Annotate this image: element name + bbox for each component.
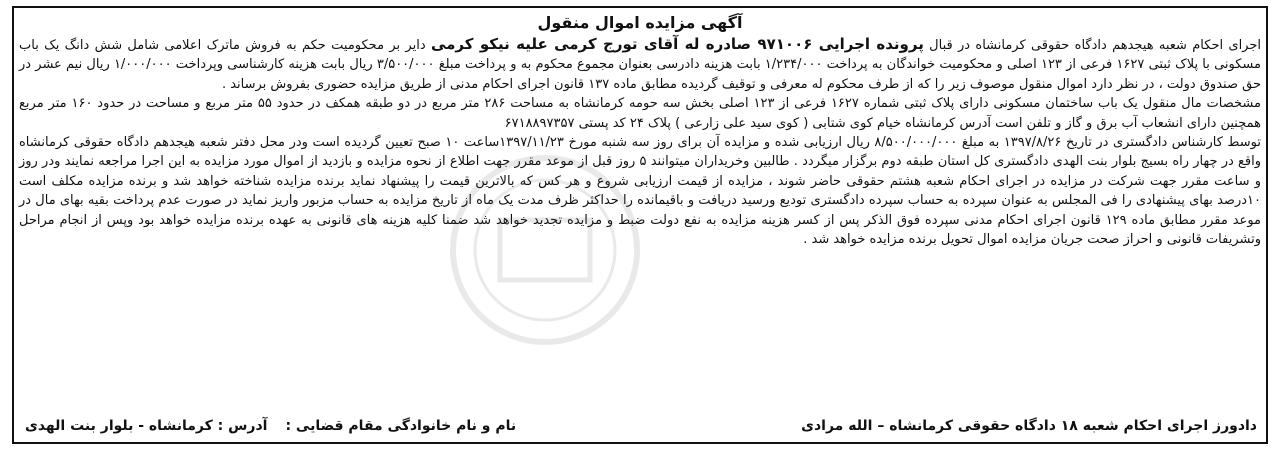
paragraph-property-specs: مشخصات مال منقول یک باب ساختمان مسکونی دارای پلاک ثبتی شماره ۱۶۲۷ فرعی از ۱۲۳ اصلی بخش سه حومه کرمانشاه به مساحت ۲۸۶ متر مربع در دو طبقه همکف در حدود ۵۵ متر مربع و مساحت در حدود ۱۶۰ متر مربع همچنین دارای انشعاب آب برق و گاز و تلفن است آدرس کرمانشاه خیام کوی شتابی ( کوی سید علی زارعی ) پلاک ۲۴ کد پستی ۶۷۱۸۸۹۷۳۵۷ <box>19 96 1261 131</box>
notice-title: آگهی مزایده اموال منقول <box>537 13 743 32</box>
signature-row <box>19 416 1261 436</box>
signature-left-group <box>19 416 516 436</box>
case-lead: اجرای احکام شعبه هیجدهم دادگاه حقوقی کرمانشاه در قبال <box>929 38 1262 53</box>
case-number: پرونده اجرایی ۹۷۱۰۰۶ صادره له آقای تورج کرمی علیه نیکو کرمی <box>430 35 924 53</box>
paragraph-case <box>19 35 1261 94</box>
court-address: آدرس : کرمانشاه - بلوار بنت الهدی <box>25 418 268 434</box>
judge-name-caption: نام و نام خانوادگی مقام قضایی : <box>285 418 517 434</box>
case-description: دایر بر محکومیت حکم به فروش ماترک اعلامی شامل شش دانگ یک باب مسکونی با پلاک ثبتی ۱۶۲۷ فرعی از ۱۲۳ اصلی و محکومیت خواندگان به پرداخت ۱/۲۳۴/۰۰۰ بابت هزینه دادرسی بعنوان مجموع محکوم به و پرداخت مبلغ ۳/۵۰۰/۰۰۰ ریال بابت هزینه کارشناسی وپرداخت ۱/۰۰۰/۰۰۰ ریال نیم عشر در حق صندوق دولت ، در نظر دارد اموال منقول موصوف زیر را که از طرف محکوم له معرفی و توقیف گردیده مطابق ماده ۱۳۷ قانون اجرای احکام مدنی از طریق مزایده حضوری بفروش برساند . <box>19 38 1261 92</box>
paragraph-auction-terms: توسط کارشناس دادگستری در تاریخ ۱۳۹۷/۸/۲۶ به مبلغ ۸/۵۰۰/۰۰۰/۰۰۰ ریال ارزیابی شده و مزایده آن برای روز سه شنبه مورخ ۱۳۹۷/۱۱/۲۳ساعت ۱۰ صبح تعیین گردیده است ودر محل دفتر شعبه هیجدهم دادگاه حقوقی کرمانشاه واقع در چهار راه بسیج بلوار بنت الهدی دادگستری کل استان طبقه دوم برگزار میگردد . طالبین وخریداران میتوانند ۵ روز قبل از موعد مقرر جهت اطلاع از نحوه مزایده و بازدید از اموال مورد مزایده به این اجرا مراجعه نمایند ودر روز و ساعت مقرر جهت شرکت در مزایده در اجرای احکام شعبه هشتم حقوقی حاضر شوند ، مزایده از قیمت ارزیابی شروع و هر کس که بالاترین قیمت را پیشنهاد نماید برنده مزایده شناخته خواهد شد و برنده مزایده مکلف است ۱۰درصد بهای پیشنهادی را فی المجلس به عنوان سپرده به حساب سپرده دادگستری تودیع ورسید دریافت و باقیمانده را حداکثر ظرف مدت یک ماه از تاریخ مزایده به حساب مزبور واریز نماید در صورت عدم پرداخت بقیه بهای مال در موعد مقرر مطابق ماده ۱۲۹ قانون اجرای احکام مدنی سپرده فوق الذکر پس از کسر هزینه مزایده به نفع دولت ضبط و مزایده تجدید خواهد شد ضمنا کلیه هزینه های قانونی به عهده برنده مزایده خواهد بود وپس از انجام مراحل وتشریفات قانونی و احراز صحت جریان مزایده اموال تحویل برنده مزایده خواهد شد . <box>19 135 1262 248</box>
notice-content <box>19 12 1261 438</box>
notice-box <box>12 6 1268 444</box>
signer-name: دادورز اجرای احکام شعبه ۱۸ دادگاه حقوقی کرمانشاه – الله مرادی <box>801 418 1257 434</box>
